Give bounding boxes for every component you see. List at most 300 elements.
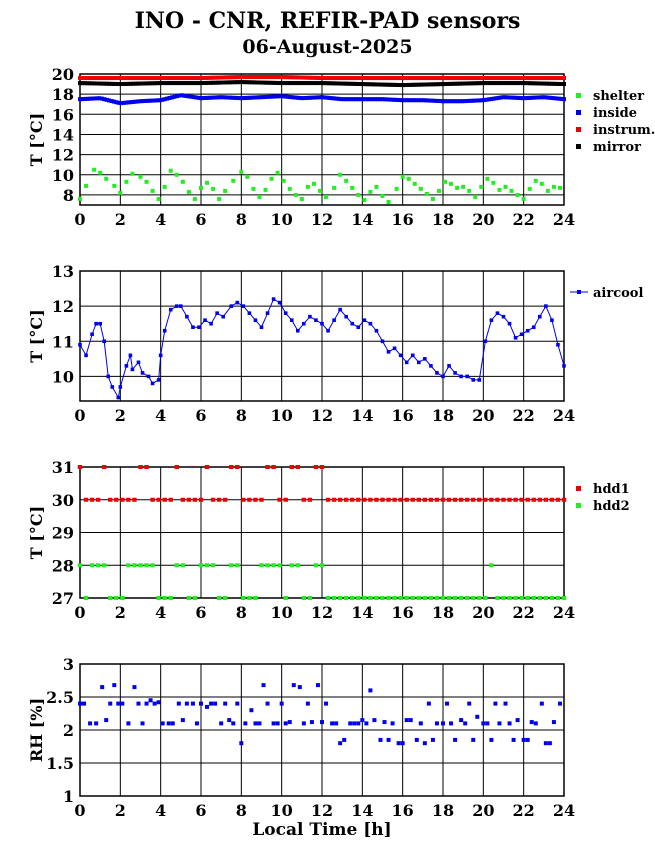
panel1-series-0-point xyxy=(318,189,322,193)
panel1-series-0-point xyxy=(425,192,429,196)
panel3-series-1-point xyxy=(90,563,94,567)
panel1-xtick-label: 10 xyxy=(270,210,293,229)
panel2-series-0-point xyxy=(556,343,560,347)
panel3-series-1-point xyxy=(96,563,100,567)
panel4-series-0-point xyxy=(512,738,516,742)
panel2-series-0-point xyxy=(484,339,488,343)
panel1-series-0-point xyxy=(419,187,423,191)
panel3-series-0-point xyxy=(205,465,209,469)
panel3-series-0-point xyxy=(398,498,402,502)
panel4-series-0-point xyxy=(292,683,296,687)
panel3-series-0-point xyxy=(526,498,530,502)
panel3-xtick-label: 22 xyxy=(512,603,535,622)
panel3-series-0-point xyxy=(138,465,142,469)
panel4-ytick-label: 2 xyxy=(62,721,74,740)
panel3-series-1-point xyxy=(405,596,409,600)
panel1-ytick-label: 18 xyxy=(51,85,74,105)
panel3-series-0-point xyxy=(411,498,415,502)
panel4-xtick-label: 6 xyxy=(195,801,207,820)
panel3-series-0-point xyxy=(163,498,167,502)
panel3-legend-label-0: hdd1 xyxy=(593,482,630,497)
panel4-series-0-point xyxy=(441,721,445,725)
panel1-series-0-point xyxy=(504,185,508,189)
panel2-series-0-point xyxy=(350,322,354,326)
panel2-series-0-point xyxy=(278,301,282,305)
panel3-series-0-point xyxy=(350,498,354,502)
panel2-xtick-label: 8 xyxy=(235,406,247,425)
panel3-series-1-point xyxy=(108,596,112,600)
panel3-series-1-point xyxy=(217,596,221,600)
panel3-series-1-point xyxy=(229,563,233,567)
panel4-series-0-point xyxy=(348,721,352,725)
panel1-series-0-point xyxy=(449,182,453,186)
panel1-series-0-point xyxy=(181,180,185,184)
panel4-series-0-point xyxy=(209,702,213,706)
panel3-series-1-point xyxy=(398,596,402,600)
panel2-series-0-point xyxy=(357,325,361,329)
panel3-series-0-point xyxy=(211,498,215,502)
panel3-xtick-label: 24 xyxy=(552,603,576,622)
panel2-series-0-point xyxy=(502,315,506,319)
panel1-series-0-point xyxy=(350,186,354,190)
panel4-series-0-point xyxy=(195,721,199,725)
panel1-series-0-point xyxy=(245,175,249,179)
panel2-series-0-point xyxy=(84,354,88,358)
panel2-series-0-point xyxy=(423,357,427,361)
panel3-series-1-point xyxy=(290,563,294,567)
panel3-xtick-label: 12 xyxy=(310,603,334,622)
panel2-series-0-point xyxy=(320,322,324,326)
panel4-xtick-label: 24 xyxy=(552,801,576,820)
panel3-series-0-point xyxy=(429,498,433,502)
panel4-series-0-point xyxy=(481,721,485,725)
panel2-series-0-point xyxy=(129,354,133,358)
panel2-series-0-point xyxy=(284,311,288,315)
panel2-series-0-point xyxy=(399,354,403,358)
panel2-series-0-point xyxy=(266,311,270,315)
panel3-series-0-point xyxy=(259,498,263,502)
panel3-series-1-point xyxy=(175,563,179,567)
panel1-series-0-point xyxy=(552,185,556,189)
panel4-series-0-point xyxy=(161,721,165,725)
panel2-series-0-point xyxy=(393,346,397,350)
panel3-series-0-point xyxy=(84,498,88,502)
panel3-series-0-point xyxy=(374,498,378,502)
panel4-series-0-point xyxy=(449,721,453,725)
panel2-series-0-point xyxy=(459,375,463,379)
panel3-series-1-point xyxy=(495,596,499,600)
panel3-series-0-point xyxy=(296,465,300,469)
panel2-series-0-point xyxy=(110,385,114,389)
panel4-series-0-point xyxy=(475,715,479,719)
panel2-series-0-point xyxy=(520,332,524,336)
panel4-series-0-point xyxy=(78,702,82,706)
panel3-series-0-point xyxy=(277,498,281,502)
panel3-series-1-point xyxy=(513,596,517,600)
panel2-ytick-label: 12 xyxy=(51,297,74,317)
panel1-series-0-point xyxy=(251,187,255,191)
panel2-series-0-point xyxy=(179,304,183,308)
panel4-series-0-point xyxy=(88,721,92,725)
panel4-xtick-label: 12 xyxy=(310,801,334,820)
panel4-series-0-point xyxy=(558,702,562,706)
panel1-series-0-point xyxy=(199,186,203,190)
panel2-series-0-point xyxy=(562,364,566,368)
panel4-series-0-point xyxy=(360,718,364,722)
panel4-series-0-point xyxy=(459,718,463,722)
panel1-series-0-point xyxy=(239,170,243,174)
panel1-series-0-point xyxy=(124,180,128,184)
panel3-series-0-point xyxy=(90,498,94,502)
panel4-series-0-point xyxy=(310,720,314,724)
panel3-series-0-point xyxy=(241,498,245,502)
panel1-ytick-label: 16 xyxy=(51,105,74,125)
panel3-series-0-point xyxy=(229,465,233,469)
panel2-xtick-label: 16 xyxy=(391,406,414,425)
panel4-series-0-point xyxy=(280,702,284,706)
panel3-series-0-point xyxy=(114,498,118,502)
panel4-series-0-point xyxy=(108,702,112,706)
panel3-series-1-point xyxy=(78,563,82,567)
panel4-series-0-point xyxy=(213,702,217,706)
panel3-series-0-point xyxy=(453,498,457,502)
panel3-series-1-point xyxy=(338,596,342,600)
panel1-series-0-point xyxy=(437,189,441,193)
panel4-series-0-point xyxy=(508,721,512,725)
panel2-series-0-point xyxy=(90,332,94,336)
panel3-series-1-point xyxy=(459,596,463,600)
panel1-series-0-point xyxy=(145,180,149,184)
panel4-series-0-point xyxy=(544,741,548,745)
panel4-series-0-point xyxy=(383,720,387,724)
panel2-series-0-point xyxy=(157,378,161,382)
panel2-series-0-point xyxy=(242,304,246,308)
panel3-series-1-point xyxy=(205,563,209,567)
panel3-series-1-point xyxy=(453,596,457,600)
panel1-series-0-point xyxy=(338,173,342,177)
panel4-series-0-point xyxy=(136,702,140,706)
panel3-series-0-point xyxy=(144,465,148,469)
panel2-series-0-point xyxy=(197,325,201,329)
panel3-series-0-point xyxy=(562,498,566,502)
panel2-series-0-point xyxy=(375,329,379,333)
panel1-series-0-point xyxy=(84,184,88,188)
panel4-series-0-point xyxy=(372,718,376,722)
panel3-series-0-point xyxy=(423,498,427,502)
panel3-xtick-label: 8 xyxy=(235,603,247,622)
panel4-series-0-point xyxy=(149,698,153,702)
panel3-xtick-label: 6 xyxy=(195,603,207,622)
panel4-series-0-point xyxy=(471,738,475,742)
chart-title: INO - CNR, REFIR-PAD sensors xyxy=(134,8,521,34)
panel3-series-1-point xyxy=(556,596,560,600)
panel3-series-1-point xyxy=(235,563,239,567)
panel1-series-0-point xyxy=(78,197,82,201)
panel4-series-0-point xyxy=(276,721,280,725)
panel3-series-0-point xyxy=(483,498,487,502)
panel2-xtick-label: 12 xyxy=(310,406,334,425)
panel1-series-0-point xyxy=(381,194,385,198)
panel2-series-0-point xyxy=(78,343,82,347)
panel3-series-0-point xyxy=(187,498,191,502)
panel2-series-0-point xyxy=(496,311,500,315)
panel3-series-1-point xyxy=(538,596,542,600)
panel1-xtick-label: 18 xyxy=(431,210,455,229)
panel1-series-0-point xyxy=(282,179,286,183)
panel1-legend-label-0: shelter xyxy=(593,89,645,104)
panel4-series-0-point xyxy=(205,705,209,709)
panel3-series-0-point xyxy=(344,498,348,502)
panel1-series-0-point xyxy=(300,197,304,201)
panel2-legend-marker xyxy=(577,290,581,294)
panel4-series-0-point xyxy=(100,685,104,689)
panel2-series-0-point xyxy=(248,311,252,315)
panel1-series-0-point xyxy=(413,182,417,186)
panel2-series-0-point xyxy=(203,318,207,322)
panel3-series-1-point xyxy=(163,596,167,600)
panel1-ytick-label: 14 xyxy=(51,125,74,145)
panel4-series-0-point xyxy=(132,685,136,689)
panel2-series-0-point xyxy=(175,304,179,308)
panel3-xtick-label: 0 xyxy=(74,603,86,622)
panel3-series-1-point xyxy=(169,596,173,600)
panel3-series-1-point xyxy=(465,596,469,600)
panel4-series-0-point xyxy=(463,721,467,725)
panel2-series-0-point xyxy=(550,318,554,322)
panel4-series-0-point xyxy=(493,702,497,706)
panel4-series-0-point xyxy=(284,721,288,725)
panel1-series-0-point xyxy=(324,195,328,199)
panel1-series-0-point xyxy=(205,181,209,185)
panel4-y-axis-label: RH [%] xyxy=(27,697,46,763)
panel3-series-0-point xyxy=(217,498,221,502)
panel3-series-1-point xyxy=(253,596,257,600)
panel4-series-0-point xyxy=(239,741,243,745)
panel4-series-0-point xyxy=(338,741,342,745)
panel1-series-0-point xyxy=(139,175,143,179)
panel4-series-0-point xyxy=(534,721,538,725)
panel3-series-0-point xyxy=(556,498,560,502)
panel1-series-0-point xyxy=(485,177,489,181)
panel2-series-0-point xyxy=(508,322,512,326)
panel3-series-1-point xyxy=(507,596,511,600)
panel3-series-1-point xyxy=(223,596,227,600)
panel1-series-0-point xyxy=(151,189,155,193)
panel2-xtick-label: 4 xyxy=(155,406,167,425)
panel3-series-1-point xyxy=(392,596,396,600)
panel3-series-1-point xyxy=(271,563,275,567)
panel3-legend-label-1: hdd2 xyxy=(593,499,630,514)
panel4-series-0-point xyxy=(141,721,145,725)
panel3-series-1-point xyxy=(380,596,384,600)
panel2-legend-label-0: aircool xyxy=(593,286,644,301)
panel1-series-0-point xyxy=(231,179,235,183)
panel3-series-0-point xyxy=(386,498,390,502)
panel2-y-axis-label: T [°C] xyxy=(27,309,46,363)
panel3-series-0-point xyxy=(120,498,124,502)
panel1-series-1-point xyxy=(562,97,566,101)
panel1-series-0-point xyxy=(169,169,173,173)
panel1-series-0-point xyxy=(112,184,116,188)
panel1-series-0-point xyxy=(288,187,292,191)
panel1-series-0-point xyxy=(534,179,538,183)
panel1-series-0-point xyxy=(98,171,102,175)
panel4-series-0-point xyxy=(231,721,235,725)
panel4-series-0-point xyxy=(126,721,130,725)
panel3-series-1-point xyxy=(320,563,324,567)
panel4-series-0-point xyxy=(427,702,431,706)
panel1-series-0-point xyxy=(401,175,405,179)
panel1-series-0-point xyxy=(157,197,161,201)
panel3-series-0-point xyxy=(132,498,136,502)
panel3-series-0-point xyxy=(550,498,554,502)
panel3-xtick-label: 18 xyxy=(431,603,455,622)
panel2-series-0-point xyxy=(290,318,294,322)
panel1-series-2-point xyxy=(562,76,566,80)
panel3-series-0-point xyxy=(78,465,82,469)
panel3-xtick-label: 16 xyxy=(391,603,414,622)
panel4-series-0-point xyxy=(145,702,149,706)
panel4-ytick-label: 3 xyxy=(62,655,74,674)
panel2-series-0-point xyxy=(332,318,336,322)
panel2-series-0-point xyxy=(526,329,530,333)
panel3-series-1-point xyxy=(102,563,106,567)
panel2-series-0-point xyxy=(215,311,219,315)
panel2-series-0-point xyxy=(185,315,189,319)
panel4-xtick-label: 2 xyxy=(114,801,126,820)
panel3-series-0-point xyxy=(338,498,342,502)
panel3-series-1-point xyxy=(138,563,142,567)
panel1-series-0-point xyxy=(211,187,215,191)
panel2-series-0-point xyxy=(221,315,225,319)
panel4-series-0-point xyxy=(431,738,435,742)
panel2-xtick-label: 6 xyxy=(195,406,207,425)
panel1-series-0-point xyxy=(395,187,399,191)
panel3-series-1-point xyxy=(386,596,390,600)
panel4-series-0-point xyxy=(342,738,346,742)
panel4-series-0-point xyxy=(177,702,181,706)
panel4-series-0-point xyxy=(253,721,257,725)
panel2-series-0-point xyxy=(429,364,433,368)
panel3-series-1-point xyxy=(417,596,421,600)
panel3-series-0-point xyxy=(223,498,227,502)
panel2-series-0-point xyxy=(151,382,155,386)
panel3-series-0-point xyxy=(169,498,173,502)
panel3-series-0-point xyxy=(471,498,475,502)
panel1-ytick-label: 8 xyxy=(62,185,74,205)
panel3-series-0-point xyxy=(271,465,275,469)
panel3-ytick-label: 28 xyxy=(51,556,74,576)
panel4-series-0-point xyxy=(526,738,530,742)
panel3-series-1-point xyxy=(156,596,160,600)
panel2-series-0-point xyxy=(532,325,536,329)
panel3-series-1-point xyxy=(411,596,415,600)
panel4-series-0-point xyxy=(181,718,185,722)
panel1-series-0-point xyxy=(217,197,221,201)
panel3-series-0-point xyxy=(435,498,439,502)
panel3-legend-marker xyxy=(576,503,581,508)
panel4-series-0-point xyxy=(185,702,189,706)
panel3-series-1-point xyxy=(562,596,566,600)
panel3-series-1-point xyxy=(199,563,203,567)
panel3-series-0-point xyxy=(314,465,318,469)
panel4-series-0-point xyxy=(199,702,203,706)
panel2-xtick-label: 14 xyxy=(351,406,374,425)
panel1-series-0-point xyxy=(374,185,378,189)
panel3-series-1-point xyxy=(326,596,330,600)
panel4-xtick-label: 16 xyxy=(391,801,414,820)
panel4-series-0-point xyxy=(453,738,457,742)
panel1-series-0-point xyxy=(130,172,134,176)
panel2-series-0-point xyxy=(106,375,110,379)
panel3-series-0-point xyxy=(392,498,396,502)
panel4-series-0-point xyxy=(157,700,161,704)
panel4-xtick-label: 20 xyxy=(472,801,495,820)
panel3-series-0-point xyxy=(247,498,251,502)
panel2-series-0-point xyxy=(411,354,415,358)
panel1-xtick-label: 0 xyxy=(74,210,86,229)
panel4-series-0-point xyxy=(82,702,86,706)
panel2-series-0-point xyxy=(326,329,330,333)
panel1-series-0-point xyxy=(528,187,532,191)
panel3-xtick-label: 2 xyxy=(114,603,126,622)
panel1-series-0-point xyxy=(362,198,366,202)
panel2-series-0-point xyxy=(435,371,439,375)
panel3-series-1-point xyxy=(435,596,439,600)
panel3-series-1-point xyxy=(84,596,88,600)
panel3-ytick-label: 30 xyxy=(51,490,74,510)
panel2-series-0-point xyxy=(169,308,173,312)
panel2-series-0-point xyxy=(490,318,494,322)
panel3-series-0-point xyxy=(507,498,511,502)
panel4-xtick-label: 22 xyxy=(512,801,535,820)
panel4-series-0-point xyxy=(364,721,368,725)
panel4-series-0-point xyxy=(316,683,320,687)
panel2-series-0-point xyxy=(209,322,213,326)
panel2-series-0-point xyxy=(272,297,276,301)
panel2-series-0-point xyxy=(94,322,98,326)
panel1-series-0-point xyxy=(270,177,274,181)
panel4-series-0-point xyxy=(368,688,372,692)
panel4-series-0-point xyxy=(223,702,227,706)
panel4-xtick-label: 0 xyxy=(74,801,86,820)
x-axis-label: Local Time [h] xyxy=(252,820,392,840)
panel4-series-0-point xyxy=(415,738,419,742)
panel1-legend-label-1: inside xyxy=(593,106,638,121)
panel4-series-0-point xyxy=(191,702,195,706)
panel3-series-1-point xyxy=(296,563,300,567)
panel1-series-0-point xyxy=(510,189,514,193)
panel4-series-0-point xyxy=(257,721,261,725)
panel2-series-0-point xyxy=(544,304,548,308)
panel4-series-0-point xyxy=(171,721,175,725)
panel3-series-1-point xyxy=(284,596,288,600)
panel3-series-1-point xyxy=(374,596,378,600)
panel1-series-0-point xyxy=(187,190,191,194)
panel2-series-0-point xyxy=(260,325,264,329)
panel4-series-0-point xyxy=(306,702,310,706)
panel4-series-0-point xyxy=(423,741,427,745)
panel2-xtick-label: 18 xyxy=(431,406,455,425)
panel2-series-0-point xyxy=(369,322,373,326)
panel2-series-0-point xyxy=(236,301,240,305)
panel3-series-0-point xyxy=(126,498,130,502)
panel3-series-0-point xyxy=(96,498,100,502)
panel3-series-0-point xyxy=(495,498,499,502)
panel2-series-0-point xyxy=(441,375,445,379)
panel2-series-0-point xyxy=(314,318,318,322)
panel3-series-0-point xyxy=(302,498,306,502)
